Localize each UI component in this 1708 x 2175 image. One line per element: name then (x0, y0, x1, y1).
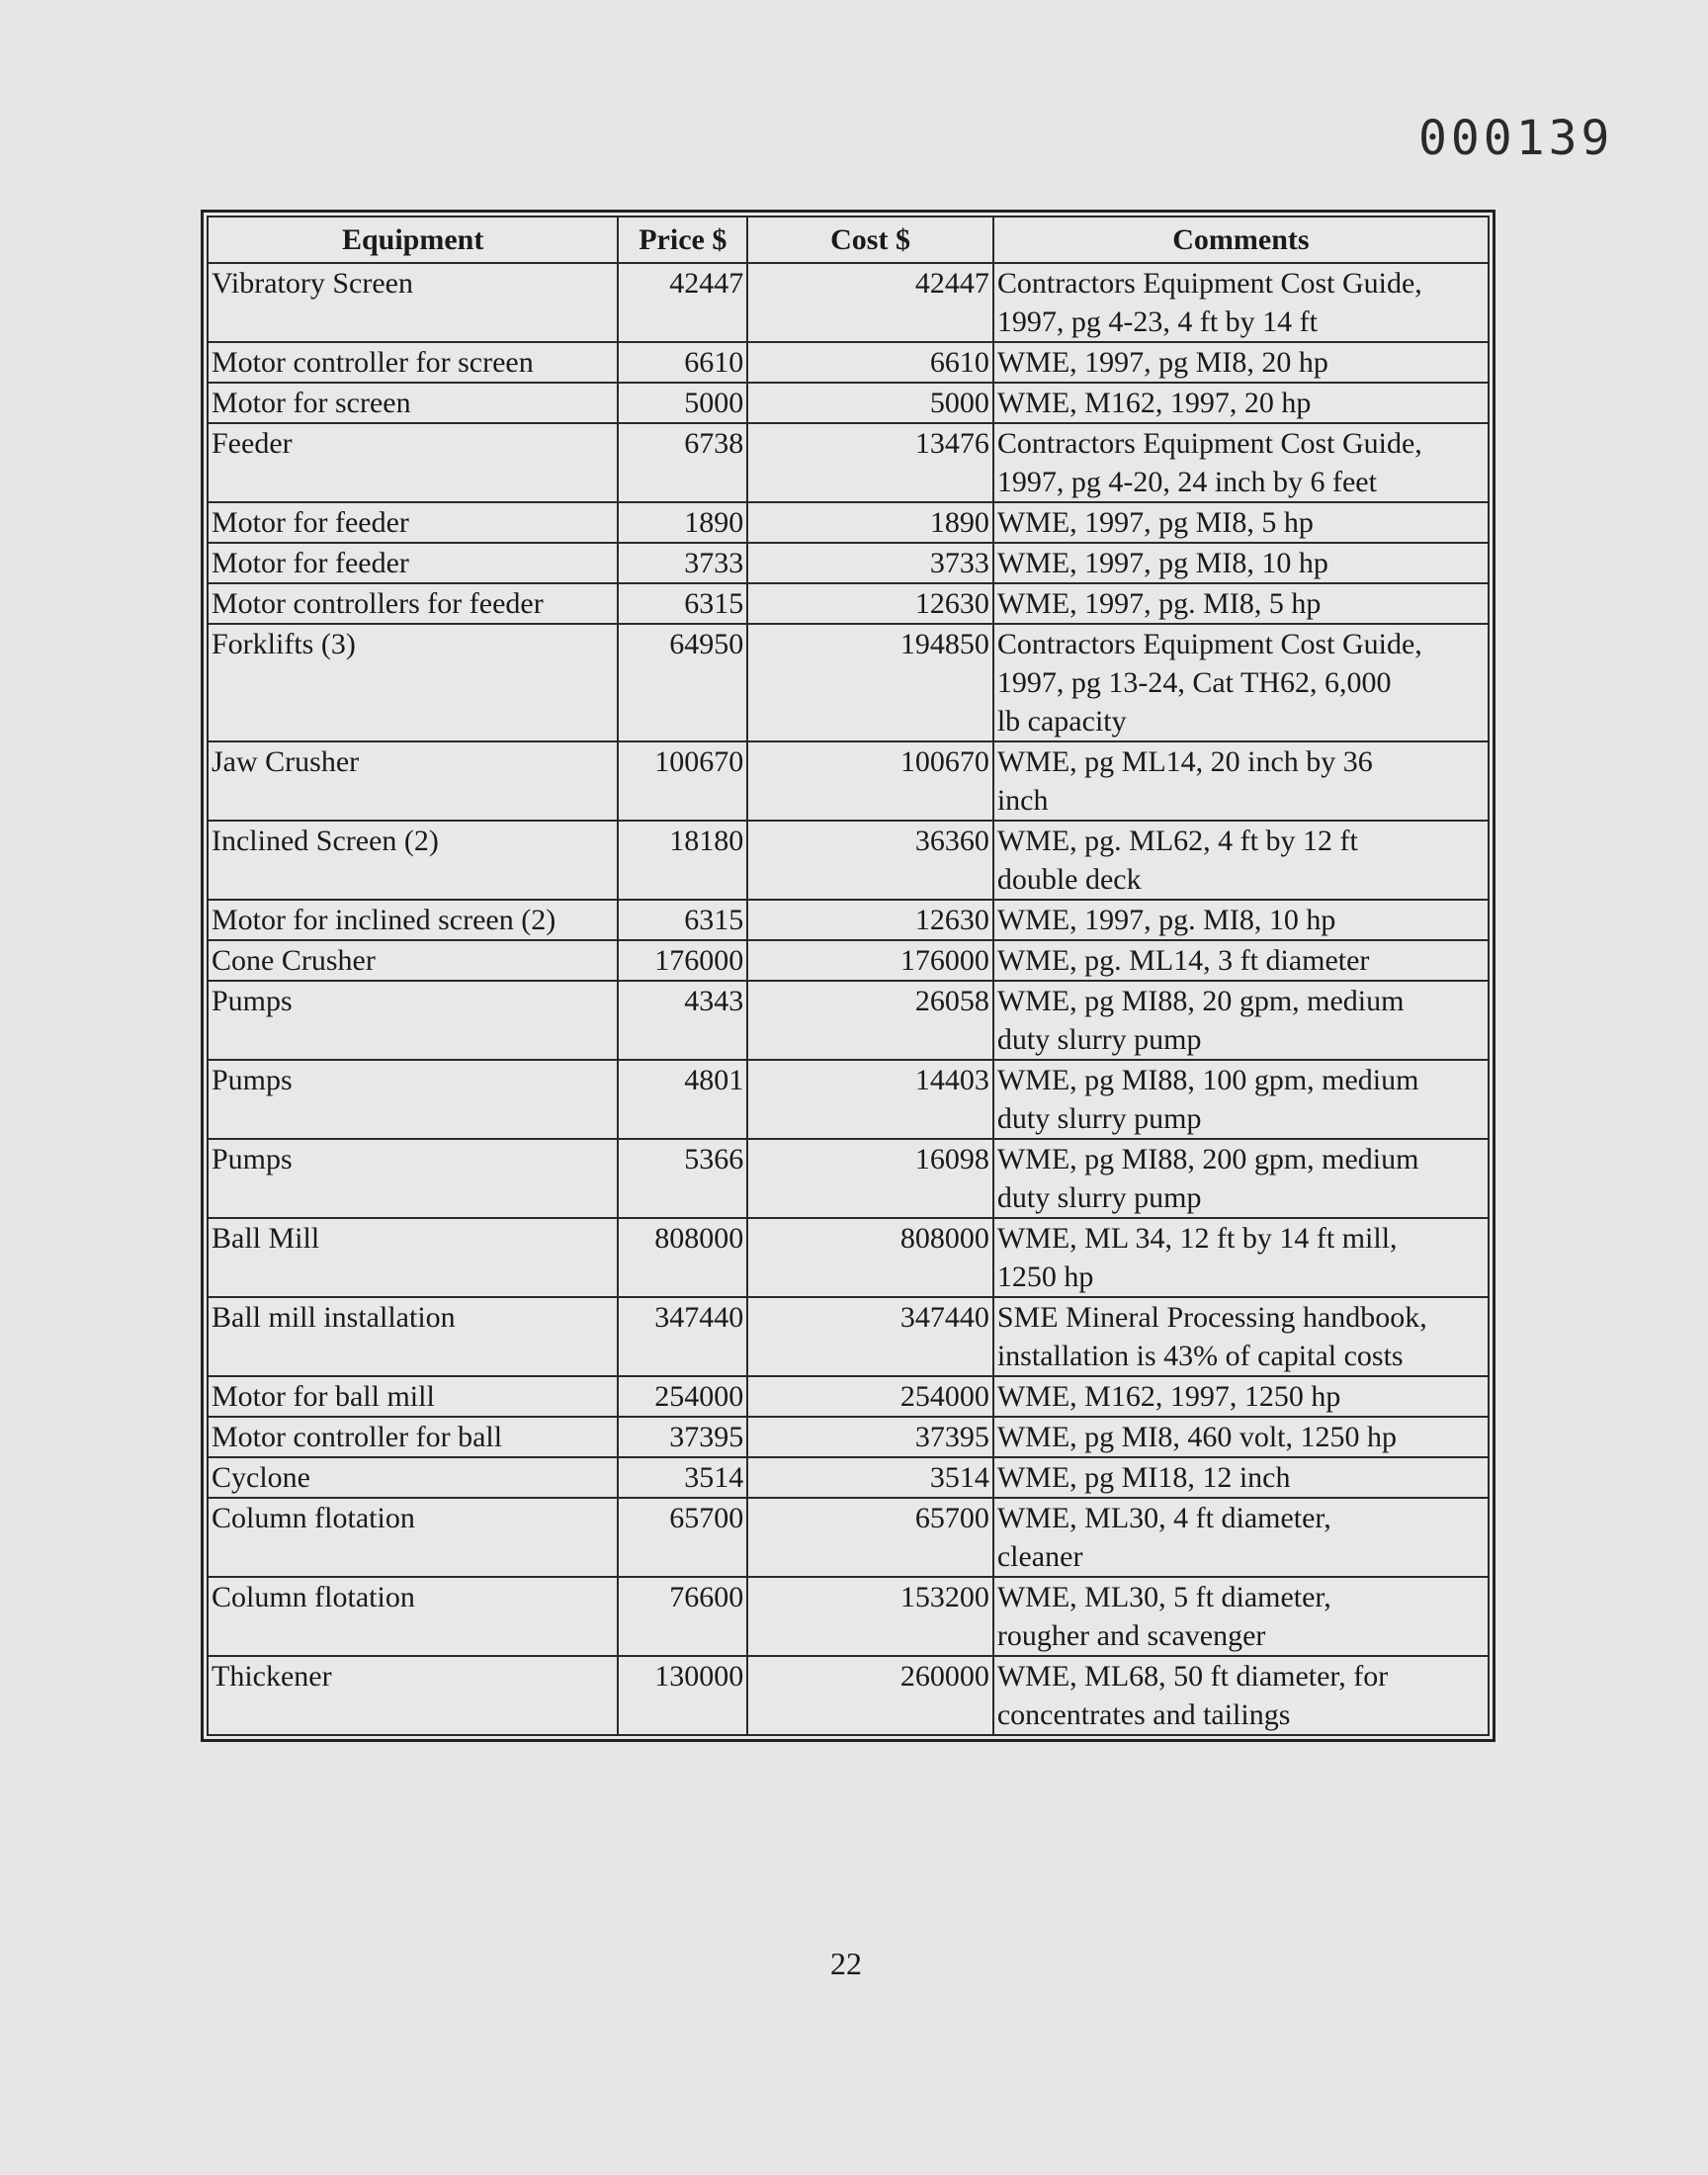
cell-comments (993, 981, 1489, 1060)
cell-price: 65700 (618, 1498, 747, 1577)
cell-comments (993, 543, 1489, 583)
cell-price: 64950 (618, 624, 747, 741)
cell-equipment: Motor for screen (208, 383, 618, 423)
cell-cost: 3733 (747, 543, 993, 583)
cell-equipment: Motor for ball mill (208, 1376, 618, 1417)
comment-line: SME Mineral Processing handbook, (996, 1301, 1427, 1334)
cell-cost: 26058 (747, 981, 993, 1060)
cell-cost: 16098 (747, 1139, 993, 1218)
cell-comments (993, 342, 1489, 383)
cell-comments (993, 741, 1489, 821)
comment-line: WME, pg MI88, 100 gpm, medium (996, 1064, 1419, 1096)
table-header-row (208, 217, 1489, 263)
comment-line: WME, pg MI18, 12 inch (996, 1461, 1291, 1494)
cell-equipment: Motor for feeder (208, 502, 618, 543)
cell-comments (993, 383, 1489, 423)
cell-comments (993, 1297, 1489, 1376)
table-row (208, 1417, 1489, 1457)
comment-line: WME, pg ML14, 20 inch by 36 (996, 745, 1373, 778)
cell-price: 37395 (618, 1417, 747, 1457)
cell-cost: 100670 (747, 741, 993, 821)
cell-cost: 36360 (747, 821, 993, 900)
comment-line: 1997, pg 4-23, 4 ft by 14 ft (996, 305, 1318, 338)
cell-price: 5366 (618, 1139, 747, 1218)
table-row (208, 1297, 1489, 1376)
cell-price: 130000 (618, 1656, 747, 1735)
cell-price: 4801 (618, 1060, 747, 1139)
comment-line: lb capacity (996, 705, 1127, 738)
cell-cost: 14403 (747, 1060, 993, 1139)
cell-price: 1890 (618, 502, 747, 543)
cell-equipment: Pumps (208, 1060, 618, 1139)
cell-cost: 347440 (747, 1297, 993, 1376)
comment-line: WME, ML 34, 12 ft by 14 ft mill, (996, 1222, 1398, 1255)
cell-cost: 260000 (747, 1656, 993, 1735)
cell-comments (993, 263, 1489, 342)
cell-cost: 12630 (747, 900, 993, 940)
comment-line: inch (996, 784, 1049, 817)
cell-comments (993, 1498, 1489, 1577)
cell-cost: 5000 (747, 383, 993, 423)
cell-price: 254000 (618, 1376, 747, 1417)
cell-comments (993, 1218, 1489, 1297)
cell-equipment: Ball mill installation (208, 1297, 618, 1376)
table-row (208, 1498, 1489, 1577)
table-row (208, 900, 1489, 940)
cell-price: 347440 (618, 1297, 747, 1376)
cell-price: 5000 (618, 383, 747, 423)
cell-price: 76600 (618, 1577, 747, 1656)
comment-line: 1997, pg 4-20, 24 inch by 6 feet (996, 466, 1377, 498)
table-row (208, 624, 1489, 741)
table-row (208, 1060, 1489, 1139)
cell-cost: 37395 (747, 1417, 993, 1457)
comment-line: 1250 hp (996, 1261, 1094, 1293)
table-row (208, 502, 1489, 543)
table-row (208, 981, 1489, 1060)
comment-line: WME, ML30, 4 ft diameter, (996, 1502, 1331, 1534)
cell-price: 808000 (618, 1218, 747, 1297)
cell-comments (993, 940, 1489, 981)
comment-line: WME, M162, 1997, 20 hp (996, 387, 1312, 419)
table-row (208, 940, 1489, 981)
cell-comments (993, 1457, 1489, 1498)
document-number: 000139 (1418, 111, 1614, 166)
page-number: 22 (830, 1946, 862, 1981)
cell-comments (993, 1417, 1489, 1457)
table-row (208, 342, 1489, 383)
comment-line: Contractors Equipment Cost Guide, (996, 427, 1422, 460)
comment-line: WME, M162, 1997, 1250 hp (996, 1380, 1341, 1413)
cell-price: 6738 (618, 423, 747, 502)
cell-cost: 6610 (747, 342, 993, 383)
table-row (208, 383, 1489, 423)
cell-cost: 1890 (747, 502, 993, 543)
comment-line: WME, ML68, 50 ft diameter, for (996, 1660, 1389, 1693)
table-row (208, 1577, 1489, 1656)
comment-line: duty slurry pump (996, 1102, 1202, 1135)
comment-line: WME, 1997, pg MI8, 5 hp (996, 506, 1314, 539)
equipment-cost-table (207, 216, 1490, 1736)
cell-equipment: Cyclone (208, 1457, 618, 1498)
cell-equipment: Motor for inclined screen (2) (208, 900, 618, 940)
cell-equipment: Pumps (208, 1139, 618, 1218)
comment-line: WME, 1997, pg. MI8, 5 hp (996, 587, 1322, 620)
cell-cost: 153200 (747, 1577, 993, 1656)
cell-cost: 3514 (747, 1457, 993, 1498)
comment-line: WME, 1997, pg MI8, 20 hp (996, 346, 1328, 379)
cell-equipment: Vibratory Screen (208, 263, 618, 342)
cell-equipment: Ball Mill (208, 1218, 618, 1297)
cell-equipment: Inclined Screen (2) (208, 821, 618, 900)
cell-comments (993, 1577, 1489, 1656)
cell-price: 6315 (618, 900, 747, 940)
table-row (208, 1457, 1489, 1498)
cell-price: 3514 (618, 1457, 747, 1498)
cell-price: 176000 (618, 940, 747, 981)
cell-equipment: Thickener (208, 1656, 618, 1735)
comment-line: WME, pg MI88, 200 gpm, medium (996, 1143, 1419, 1175)
comment-line: WME, ML30, 5 ft diameter, (996, 1581, 1331, 1613)
cell-equipment: Cone Crusher (208, 940, 618, 981)
comment-line: Contractors Equipment Cost Guide, (996, 267, 1422, 300)
table-row (208, 1139, 1489, 1218)
comment-line: cleaner (996, 1540, 1083, 1573)
table-row (208, 1376, 1489, 1417)
comment-line: WME, pg MI8, 460 volt, 1250 hp (996, 1421, 1397, 1453)
comment-line: duty slurry pump (996, 1023, 1202, 1056)
comment-line: WME, pg. ML14, 3 ft diameter (996, 944, 1370, 977)
table-row (208, 1218, 1489, 1297)
cell-equipment: Jaw Crusher (208, 741, 618, 821)
cell-cost: 808000 (747, 1218, 993, 1297)
table-row (208, 583, 1489, 624)
cell-cost: 176000 (747, 940, 993, 981)
comment-line: WME, pg. ML62, 4 ft by 12 ft (996, 825, 1358, 857)
cell-equipment: Motor controller for ball (208, 1417, 618, 1457)
cell-equipment: Column flotation (208, 1577, 618, 1656)
cell-cost: 12630 (747, 583, 993, 624)
table-row (208, 263, 1489, 342)
cell-cost: 65700 (747, 1498, 993, 1577)
header-equipment: Equipment (208, 217, 618, 263)
cell-price: 6610 (618, 342, 747, 383)
cell-price: 4343 (618, 981, 747, 1060)
cell-equipment: Motor for feeder (208, 543, 618, 583)
cell-equipment: Motor controllers for feeder (208, 583, 618, 624)
cell-comments (993, 583, 1489, 624)
cell-comments (993, 1656, 1489, 1735)
equipment-table-frame (201, 210, 1495, 1742)
cell-comments (993, 624, 1489, 741)
cell-comments (993, 1060, 1489, 1139)
cell-comments (993, 1139, 1489, 1218)
cell-equipment: Motor controller for screen (208, 342, 618, 383)
comment-line: WME, pg MI88, 20 gpm, medium (996, 985, 1405, 1017)
cell-equipment: Column flotation (208, 1498, 618, 1577)
cell-price: 18180 (618, 821, 747, 900)
cell-comments (993, 821, 1489, 900)
cell-comments (993, 502, 1489, 543)
cell-equipment: Forklifts (3) (208, 624, 618, 741)
cell-equipment: Feeder (208, 423, 618, 502)
table-row (208, 1656, 1489, 1735)
comment-line: 1997, pg 13-24, Cat TH62, 6,000 (996, 666, 1392, 699)
table-row (208, 741, 1489, 821)
table-body (208, 263, 1489, 1735)
table-row (208, 543, 1489, 583)
cell-cost: 194850 (747, 624, 993, 741)
comment-line: WME, 1997, pg MI8, 10 hp (996, 547, 1328, 579)
comment-line: concentrates and tailings (996, 1698, 1291, 1731)
comment-line: duty slurry pump (996, 1181, 1202, 1214)
cell-equipment: Pumps (208, 981, 618, 1060)
table-row (208, 821, 1489, 900)
comment-line: double deck (996, 863, 1142, 896)
cell-comments (993, 1376, 1489, 1417)
header-price: Price $ (618, 217, 747, 263)
comment-line: rougher and scavenger (996, 1619, 1266, 1652)
cell-price: 6315 (618, 583, 747, 624)
cell-cost: 254000 (747, 1376, 993, 1417)
table-row (208, 423, 1489, 502)
cell-comments (993, 900, 1489, 940)
comment-line: WME, 1997, pg. MI8, 10 hp (996, 904, 1336, 936)
comment-line: installation is 43% of capital costs (996, 1340, 1404, 1372)
comment-line: Contractors Equipment Cost Guide, (996, 628, 1422, 660)
header-cost: Cost $ (747, 217, 993, 263)
cell-cost: 13476 (747, 423, 993, 502)
cell-comments (993, 423, 1489, 502)
header-comments: Comments (993, 217, 1489, 263)
cell-price: 100670 (618, 741, 747, 821)
cell-cost: 42447 (747, 263, 993, 342)
cell-price: 42447 (618, 263, 747, 342)
cell-price: 3733 (618, 543, 747, 583)
